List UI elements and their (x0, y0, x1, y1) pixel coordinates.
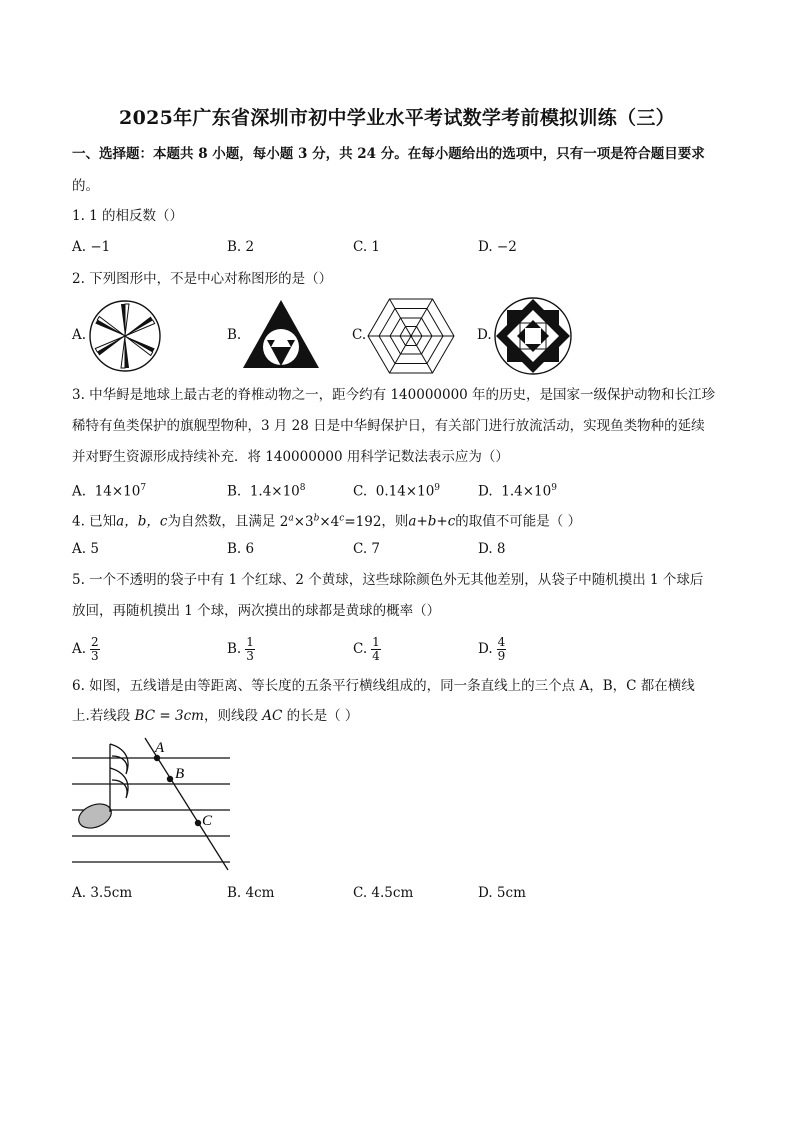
q3-option-d-label: D. (478, 483, 493, 500)
q5-option-b-fraction (245, 636, 255, 663)
q4-option-b[interactable]: B. 6 (227, 541, 255, 557)
q3-option-a-exponent: 7 (140, 483, 147, 493)
q5-option-b[interactable] (227, 636, 255, 663)
q2-stem: 2. 下列图形中，不是中心对称图形的是（） (72, 271, 333, 287)
q4-text-1: 4. 已知 (72, 513, 117, 530)
q6-ac-segment: AC (262, 708, 283, 724)
q3-option-b-exponent: 8 (299, 483, 306, 493)
q5-stem-line2: 放回，再随机摸出 1 个球，两次摸出的球都是黄球的概率（） (72, 603, 441, 619)
q6-text-a: 上.若线段 (72, 708, 131, 724)
fraction-numerator: 2 (91, 635, 99, 649)
q5-option-a-label: A. (72, 641, 87, 657)
fraction-numerator: 4 (497, 635, 506, 649)
q4-eq-base-1: 2 (279, 513, 289, 530)
q2-label-b[interactable]: B. (227, 327, 242, 343)
fraction-denominator: 3 (91, 649, 99, 663)
q3-options (72, 478, 732, 500)
q4-eq-exp-2: b (313, 513, 320, 523)
q6-options (72, 883, 732, 905)
q3-option-d[interactable] (478, 478, 557, 502)
q6-option-c[interactable]: C. 4.5cm (353, 885, 414, 901)
fraction-denominator: 4 (372, 649, 380, 663)
q5-option-c-fraction (371, 636, 381, 663)
q4-eq-exp-1: a (288, 513, 294, 523)
q3-option-a-label: A. (72, 483, 87, 500)
q6-text-e: 的长是（ ） (286, 708, 359, 724)
q3-option-d-mantissa: 1.4×10 (501, 483, 552, 500)
q3-stem-line3: 并对野生资源形成持续补充．将 140000000 用科学记数法表示应为（） (72, 449, 509, 465)
q3-option-d-exponent: 9 (551, 483, 557, 493)
point-c-label: C (202, 813, 213, 829)
q3-option-b-label: B. (227, 483, 242, 500)
q2-label-a[interactable]: A. (72, 327, 87, 343)
q6-option-d[interactable]: D. 5cm (478, 885, 526, 901)
point-b-label: B (175, 766, 185, 782)
q4-text-2: 为自然数，且满足 (167, 513, 276, 530)
q4-eq-exp-3: c (339, 513, 345, 523)
point-b (167, 776, 173, 782)
star-in-circle-figure[interactable] (88, 299, 162, 373)
q4-sum: a+b+c (408, 513, 456, 530)
q3-stem-line2: 稀特有鱼类保护的旗舰型物种，3 月 28 日是中华鲟保护日，有关部门进行放流活动，实现鱼类物种的延续 (72, 418, 705, 434)
q3-option-a-mantissa: 14×10 (94, 483, 141, 500)
q3-option-a[interactable] (72, 478, 146, 502)
q5-option-a-fraction (90, 636, 100, 663)
octagram-in-circle-figure[interactable] (493, 296, 573, 376)
fraction-numerator: 1 (372, 635, 380, 649)
q5-option-b-label: B. (227, 641, 242, 657)
section-instruction-line1 (72, 144, 705, 164)
q6-text-c: ，则线段 (203, 708, 258, 724)
q5-option-d[interactable] (478, 636, 506, 663)
q6-bc-length: BC = 3cm (134, 708, 204, 724)
q6-stem-line1: 6. 如图，五线谱是由等距离、等长度的五条平行横线组成的，同一条直线上的三个点 A，B，C 都在横线 (72, 678, 695, 694)
hexagon-web-figure[interactable] (366, 297, 456, 375)
q1-option-a[interactable]: A. −1 (72, 239, 111, 255)
q1-option-b[interactable]: B. 2 (227, 239, 255, 255)
q6-option-a[interactable]: A. 3.5cm (72, 885, 133, 901)
q5-option-d-fraction (497, 636, 507, 663)
fraction-denominator: 9 (497, 649, 506, 663)
q3-option-c-mantissa: 0.14×10 (375, 483, 435, 500)
q4-option-d[interactable]: D. 8 (478, 541, 506, 557)
q5-option-c[interactable] (353, 636, 381, 663)
q6-option-b[interactable]: B. 4cm (227, 885, 275, 901)
q4-eq-base-3: ×4 (319, 513, 340, 530)
q1-stem: 1. 1 的相反数（） (72, 208, 184, 224)
q4-text-3: ，则 (381, 513, 409, 530)
section-instruction-text: 一、选择题：本题共 8 小题，每小题 3 分，共 24 分。在每小题给出的选项中，只有一项是符合题目要求 (72, 146, 705, 162)
q4-option-c[interactable]: C. 7 (353, 541, 381, 557)
q3-option-c-exponent: 9 (434, 483, 441, 493)
q4-variables: a，b，c (116, 513, 168, 530)
fraction-numerator: 1 (246, 635, 254, 649)
music-note-head (75, 799, 115, 832)
q1-option-c[interactable]: C. 1 (353, 239, 381, 255)
q4-eq-rest: =192 (344, 513, 382, 530)
q5-option-a[interactable] (72, 636, 100, 663)
q2-label-d[interactable]: D. (477, 327, 492, 343)
q1-option-d[interactable]: D. −2 (478, 239, 517, 255)
triangle-with-circle-figure[interactable] (241, 298, 321, 372)
q3-option-b[interactable] (227, 478, 306, 502)
q4-stem (72, 508, 581, 532)
page-title: 2025年广东省深圳市初中学业水平考试数学考前模拟训练（三） (119, 107, 675, 129)
q4-equation (280, 514, 382, 530)
q3-option-c-label: C. (353, 483, 368, 500)
q4-text-4: 的取值不可能是（ ） (455, 513, 582, 530)
section-instruction-line2: 的。 (72, 178, 99, 194)
q1-options (72, 237, 732, 259)
q5-option-d-label: D. (478, 641, 493, 657)
q3-stem-line1: 3. 中华鲟是地球上最古老的脊椎动物之一，距今约有 140000000 年的历史，是国家一级保护动物和长江珍 (72, 387, 716, 403)
q3-option-c[interactable] (353, 478, 440, 502)
q4-eq-base-2: ×3 (293, 513, 314, 530)
point-a-label: A (155, 740, 165, 756)
fraction-denominator: 3 (246, 649, 254, 663)
music-note-flag (110, 768, 128, 798)
staff-notation-figure (68, 734, 238, 874)
q2-label-c[interactable]: C. (352, 327, 367, 343)
q3-option-b-mantissa: 1.4×10 (249, 483, 300, 500)
q4-option-a[interactable]: A. 5 (72, 541, 99, 557)
q4-options (72, 539, 732, 561)
q5-options (72, 634, 732, 666)
point-c (195, 820, 201, 826)
q5-option-c-label: C. (353, 641, 368, 657)
q5-stem-line1: 5. 一个不透明的袋子中有 1 个红球、2 个黄球，这些球除颜色外无其他差别，从袋子中随机摸出 1 个球后 (72, 572, 704, 588)
q6-stem-line2 (72, 706, 358, 726)
